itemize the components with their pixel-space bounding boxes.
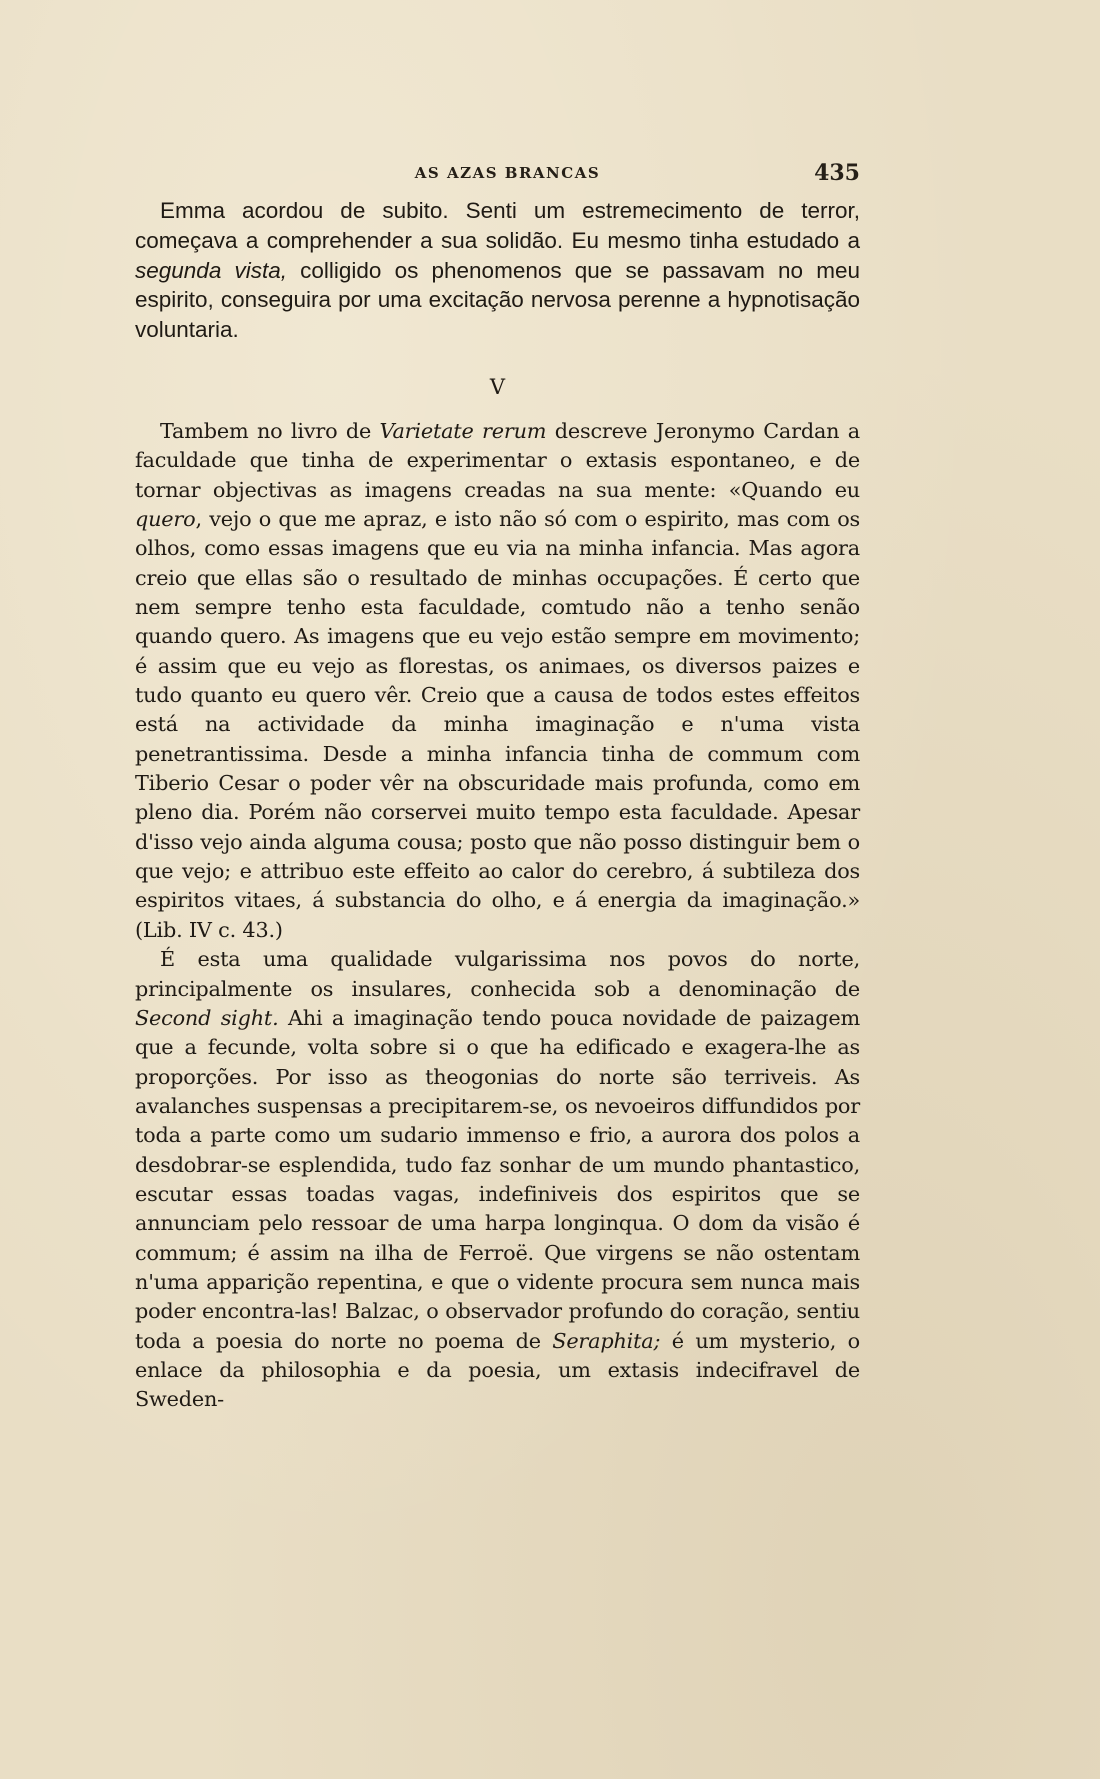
paragraph-cardan-text-a: Tambem no livro de	[160, 418, 380, 443]
paragraph-intro-text-a: Emma acordou de subito. Senti um estremecimento de terror, começava a comprehender a sua solidão. Eu mesmo tinha estudado a	[135, 198, 860, 253]
paragraph-cardan-text-b: descreve Jeronymo Cardan a faculdade que tinha de experimentar o extasis espontaneo, e de tornar objectivas as imagens creadas na sua mente: «Quando eu	[135, 418, 860, 502]
paragraph-second-sight	[135, 945, 860, 1415]
paragraph-second-sight-text-c: é um mysterio, o enlace da philosophia e da poesia, um extasis indecifravel de Sweden-	[135, 1328, 860, 1412]
paragraph-cardan-italic-title: Varietate rerum	[379, 418, 547, 443]
running-title: AS AZAS BRANCAS	[414, 164, 601, 182]
paragraph-second-sight-text-b: Ahi a imaginação tendo pouca novidade de paizagem que a fecunde, volta sobre si o que ha edificado e exagera-lhe as proporções. Por isso as theogonias do norte são terriveis. As avalanches suspensas a precipitarem-se, os nevoeiros diffundidos por toda a parte como um sudario immenso e frio, a aurora dos polos a desdobrar-se esplendida, tudo faz sonhar de um mundo phantastico, escutar essas toadas vagas, indefiniveis dos espiritos que se annunciam pelo ressoar de uma harpa longinqua. O dom da visão é commum; é assim na ilha de Ferroë. Que virgens se não ostentam n'uma apparição repentina, e que o vidente procura sem nunca mais poder encontra-las! Balzac, o observador profundo do coração, sentiu toda a poesia do norte no poema de	[135, 1005, 860, 1353]
paragraph-cardan-text-c: , vejo o que me apraz, e isto não só com o espirito, mas com os olhos, como essas imagens que eu via na minha infancia. Mas agora creio que ellas são o resultado de minhas occupações. É certo que nem sempre tenho esta faculdade, comtudo não a tenho senão quando quero. As imagens que eu vejo estão sempre em movimento; é assim que eu vejo as florestas, os animaes, os diversos paizes e tudo quanto eu quero vêr. Creio que a causa de todos estes effeitos está na actividade da minha imaginação e n'uma vista penetrantissima. Desde a minha infancia tinha de commum com Tiberio Cesar o poder vêr na obscuridade mais profunda, como em pleno dia. Porém não corservei muito tempo esta faculdade. Apesar d'isso vejo ainda alguma cousa; posto que não posso distinguir bem o que vejo; e attribuo este effeito ao calor do cerebro, á subtileza dos espiritos vitaes, á substancia do olho, e á energia da imaginação.» (Lib. IV c. 43.)	[135, 507, 860, 942]
page-header	[135, 160, 860, 190]
section-numeral: V	[489, 374, 506, 399]
paragraph-intro-italic: segunda vista,	[135, 257, 287, 283]
paragraph-intro	[135, 196, 860, 345]
paragraph-second-sight-italic-term: Second sight.	[135, 1005, 279, 1030]
page-number: 435	[814, 160, 860, 186]
paragraph-second-sight-text-a: É esta uma qualidade vulgarissima nos povos do norte, principalmente os insulares, conhecida sob a denominação de	[135, 947, 860, 1001]
paragraph-intro-text-b: colligido os phenomenos que se passavam no meu espirito, conseguira por uma excitação nervosa perenne a hypnotisação voluntaria.	[135, 257, 860, 343]
page-body	[135, 196, 860, 1415]
paragraph-cardan-italic-quero: quero	[135, 507, 196, 532]
paragraph-second-sight-italic-seraphita: Seraphita;	[552, 1328, 661, 1353]
paragraph-cardan	[135, 417, 860, 945]
